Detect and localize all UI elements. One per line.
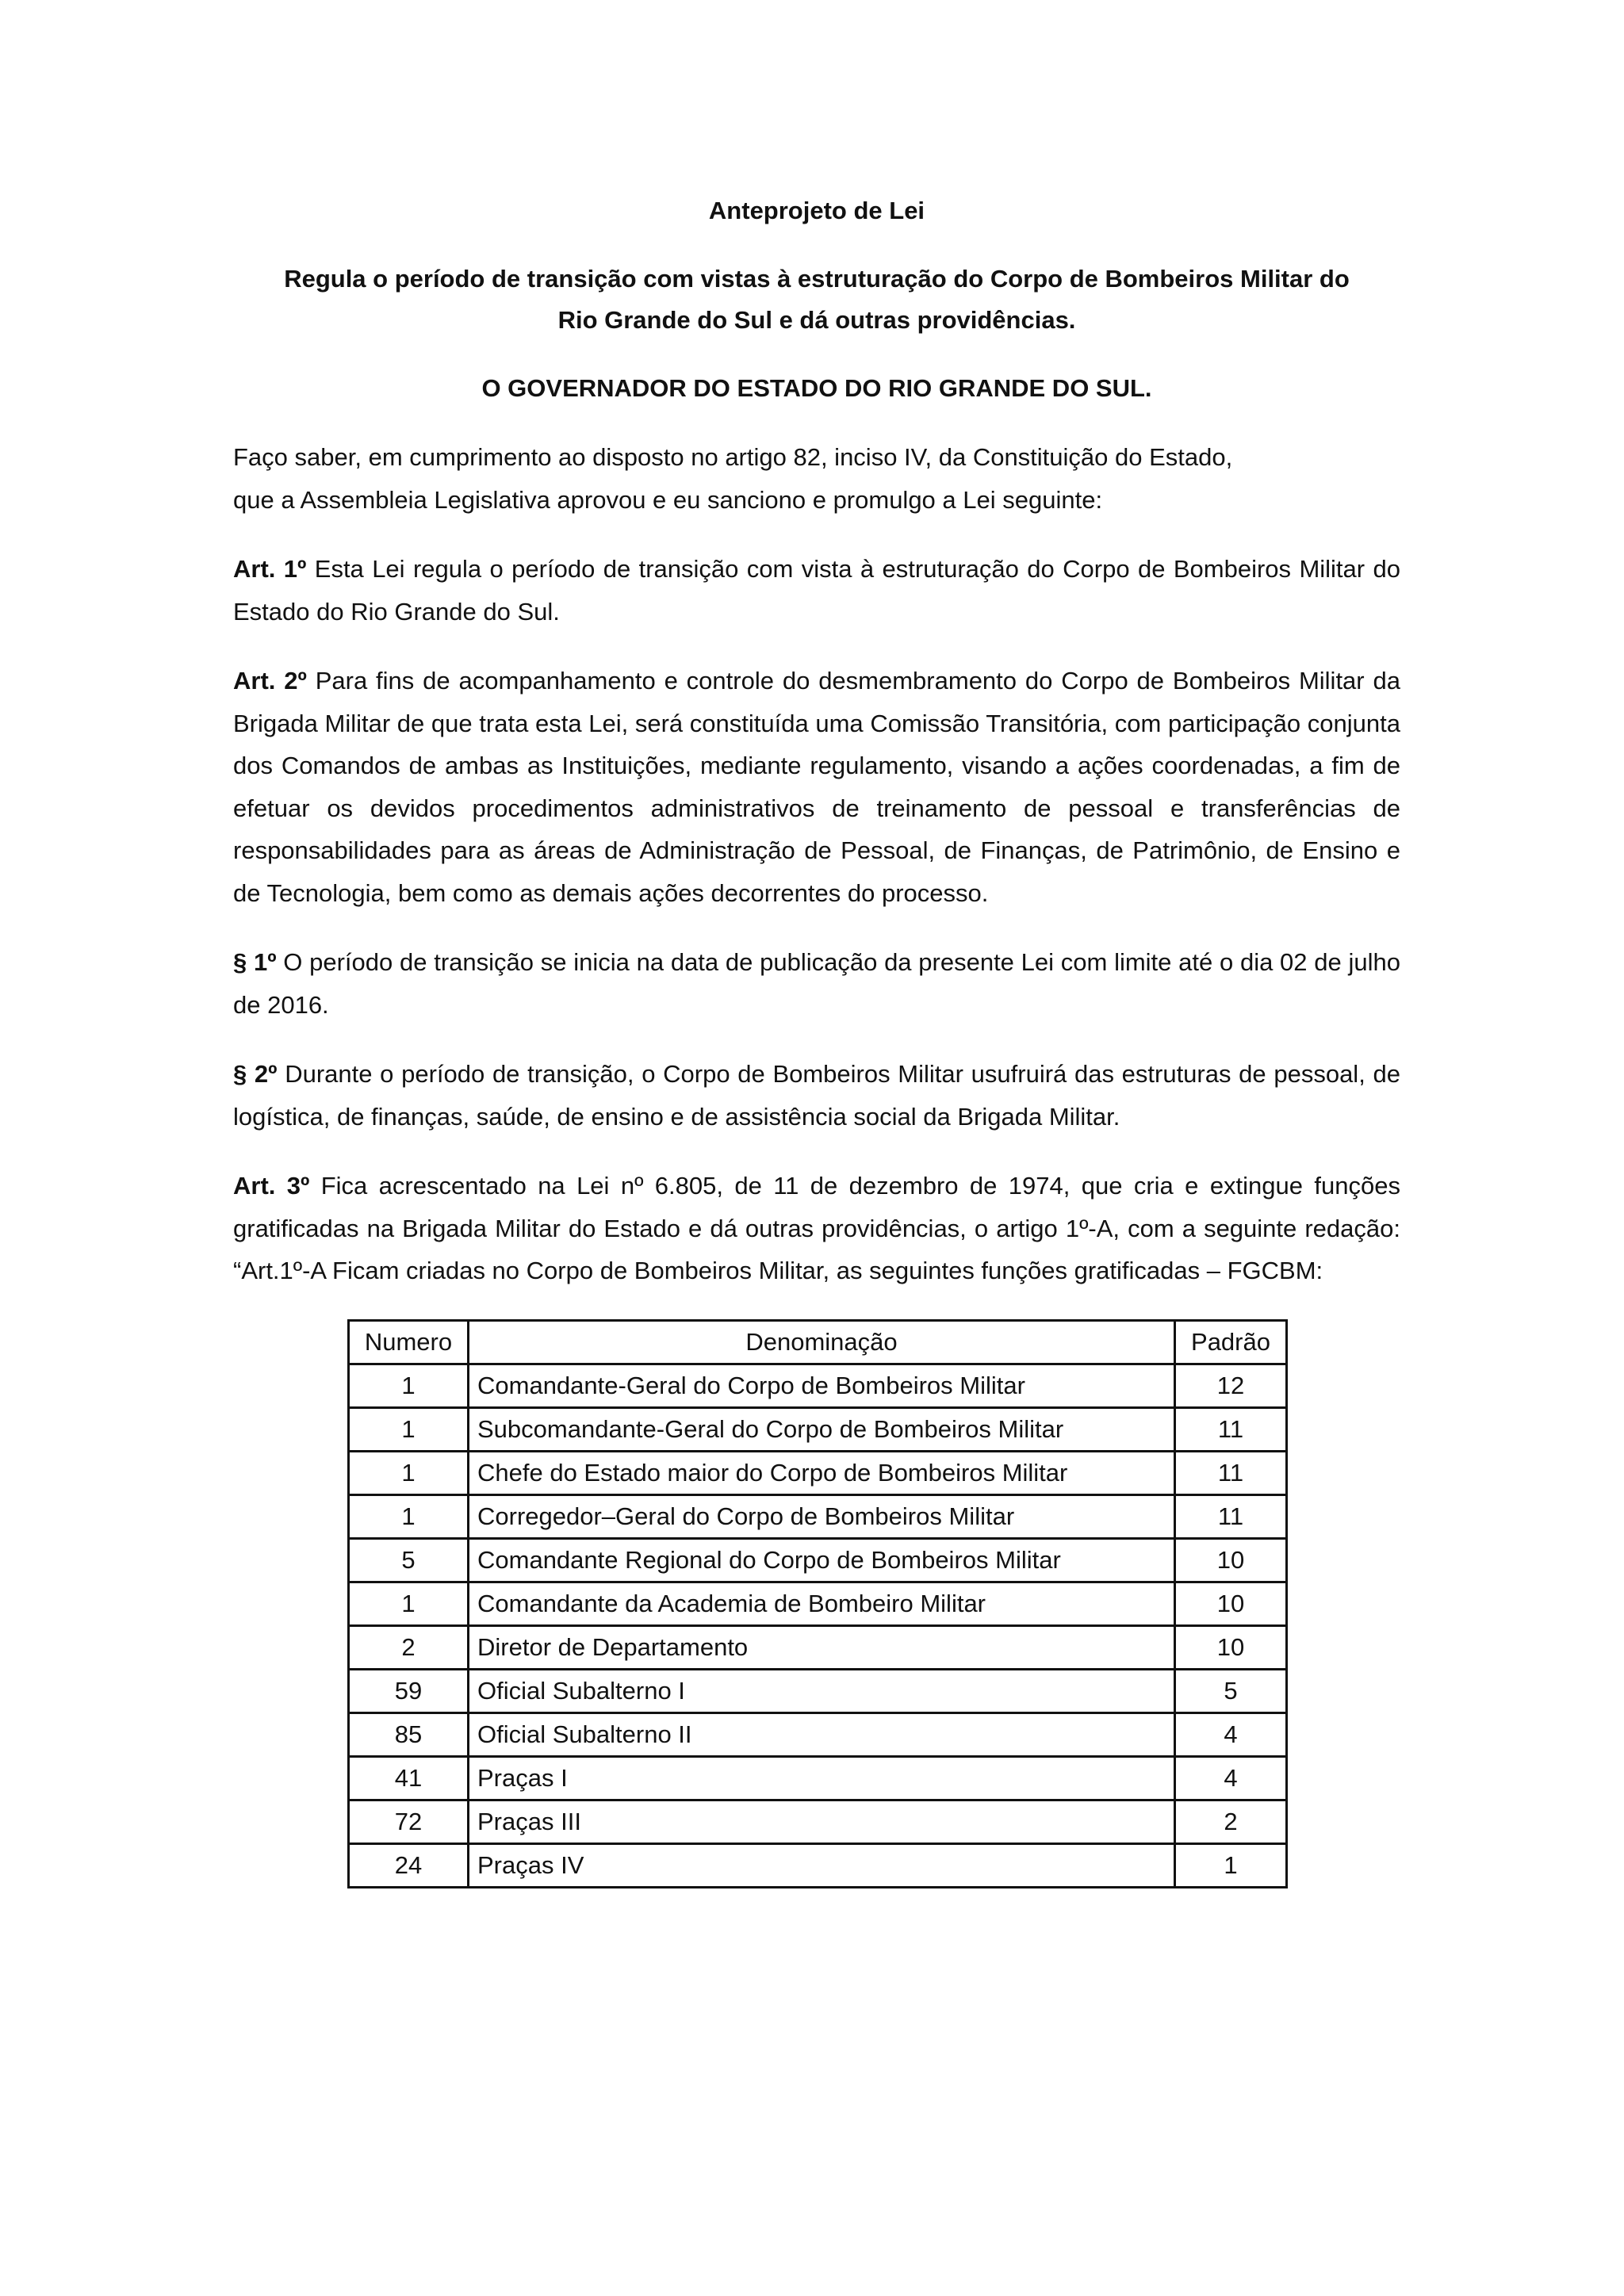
cell-padrao: 10 (1175, 1625, 1287, 1669)
cell-padrao: 10 (1175, 1582, 1287, 1625)
article-1-text: Esta Lei regula o período de transição com vista à estruturação do Corpo de Bombeiros Militar do Estado do Rio Grande do Sul. (233, 555, 1400, 626)
table-row (349, 1582, 1287, 1625)
table-row (349, 1800, 1287, 1843)
table-row (349, 1538, 1287, 1582)
cell-padrao: 2 (1175, 1800, 1287, 1843)
cell-padrao: 11 (1175, 1451, 1287, 1494)
cell-padrao: 10 (1175, 1538, 1287, 1582)
article-3 (233, 1165, 1400, 1292)
cell-padrao: 11 (1175, 1494, 1287, 1538)
cell-padrao: 5 (1175, 1669, 1287, 1712)
cell-denominacao: Praças I (469, 1756, 1175, 1800)
intro-line-2: que a Assembleia Legislativa aprovou e eu sanciono e promulgo a Lei seguinte: (233, 485, 1103, 514)
cell-numero: 41 (349, 1756, 469, 1800)
paragraph-1 (233, 941, 1400, 1026)
article-2 (233, 660, 1400, 914)
article-2-label: Art. 2º (233, 667, 307, 695)
cell-numero: 5 (349, 1538, 469, 1582)
table-row (349, 1843, 1287, 1887)
cell-numero: 85 (349, 1712, 469, 1756)
cell-denominacao: Subcomandante-Geral do Corpo de Bombeiros Militar (469, 1407, 1175, 1451)
intro-paragraph (233, 436, 1400, 521)
cell-denominacao: Oficial Subalterno II (469, 1712, 1175, 1756)
subtitle-line-1: Regula o período de transição com vistas à estruturação do Corpo de Bombeiros Militar do (284, 265, 1350, 293)
table-row (349, 1625, 1287, 1669)
table-row (349, 1712, 1287, 1756)
header-numero: Numero (349, 1320, 469, 1364)
cell-padrao: 12 (1175, 1364, 1287, 1407)
cell-numero: 1 (349, 1451, 469, 1494)
table-row (349, 1756, 1287, 1800)
cell-numero: 24 (349, 1843, 469, 1887)
cell-numero: 2 (349, 1625, 469, 1669)
document-title: Anteprojeto de Lei (708, 197, 925, 224)
cell-numero: 59 (349, 1669, 469, 1712)
cell-padrao: 1 (1175, 1843, 1287, 1887)
cell-denominacao: Corregedor–Geral do Corpo de Bombeiros Militar (469, 1494, 1175, 1538)
functions-table (347, 1319, 1288, 1888)
paragraph-2-label: § 2º (233, 1060, 278, 1088)
article-1-label: Art. 1º (233, 555, 307, 583)
cell-denominacao: Oficial Subalterno I (469, 1669, 1175, 1712)
table-row (349, 1364, 1287, 1407)
cell-denominacao: Diretor de Departamento (469, 1625, 1175, 1669)
table-row (349, 1669, 1287, 1712)
table-row (349, 1494, 1287, 1538)
document-subtitle (233, 258, 1400, 341)
paragraph-2-text: Durante o período de transição, o Corpo de Bombeiros Militar usufruirá das estruturas de pessoal, de logística, de finanças, saúde, de ensino e de assistência social da Brigada Militar. (233, 1060, 1400, 1131)
cell-denominacao: Comandante da Academia de Bombeiro Militar (469, 1582, 1175, 1625)
paragraph-2 (233, 1053, 1400, 1138)
cell-padrao: 4 (1175, 1756, 1287, 1800)
cell-denominacao: Praças III (469, 1800, 1175, 1843)
article-2-text: Para fins de acompanhamento e controle do desmembramento do Corpo de Bombeiros Militar da Brigada Militar de que trata esta Lei, será constituída uma Comissão Transitória, com participação conjunta dos Comandos de ambas as Instituições, mediante regulamento, visando a ações coordenadas, a fim de efetuar os devidos procedimentos administrativos de treinamento de pessoal e transferências de responsabilidades para as áreas de Administração de Pessoal, de Finanças, de Patrimônio, de Ensino e de Tecnologia, bem como as demais ações decorrentes do processo. (233, 667, 1400, 907)
cell-denominacao: Comandante-Geral do Corpo de Bombeiros Militar (469, 1364, 1175, 1407)
cell-numero: 72 (349, 1800, 469, 1843)
cell-denominacao: Chefe do Estado maior do Corpo de Bombeiros Militar (469, 1451, 1175, 1494)
cell-numero: 1 (349, 1364, 469, 1407)
table-row (349, 1451, 1287, 1494)
governor-heading: O GOVERNADOR DO ESTADO DO RIO GRANDE DO SUL. (481, 374, 1152, 402)
cell-denominacao: Praças IV (469, 1843, 1175, 1887)
cell-numero: 1 (349, 1407, 469, 1451)
article-3-label: Art. 3º (233, 1172, 310, 1200)
paragraph-1-label: § 1º (233, 948, 277, 976)
table-header-row (349, 1320, 1287, 1364)
cell-padrao: 4 (1175, 1712, 1287, 1756)
article-1 (233, 548, 1400, 633)
document-page (233, 190, 1400, 1888)
table-row (349, 1407, 1287, 1451)
article-3-text: Fica acrescentado na Lei nº 6.805, de 11 de dezembro de 1974, que cria e extingue funções gratificadas na Brigada Militar do Estado e dá outras providências, o artigo 1º-A, com a seguinte redação: “Art.1º-A Ficam criadas no Corpo de Bombeiros Militar, as seguintes funções gratificadas – FGCBM: (233, 1172, 1400, 1284)
subtitle-line-2: Rio Grande do Sul e dá outras providências. (557, 306, 1076, 334)
intro-line-1: Faço saber, em cumprimento ao disposto no artigo 82, inciso IV, da Constituição do Estado, (233, 443, 1233, 471)
paragraph-1-text: O período de transição se inicia na data de publicação da presente Lei com limite até o dia 02 de julho de 2016. (233, 948, 1400, 1019)
cell-numero: 1 (349, 1494, 469, 1538)
header-padrao: Padrão (1175, 1320, 1287, 1364)
cell-denominacao: Comandante Regional do Corpo de Bombeiros Militar (469, 1538, 1175, 1582)
cell-padrao: 11 (1175, 1407, 1287, 1451)
header-denominacao: Denominação (469, 1320, 1175, 1364)
cell-numero: 1 (349, 1582, 469, 1625)
